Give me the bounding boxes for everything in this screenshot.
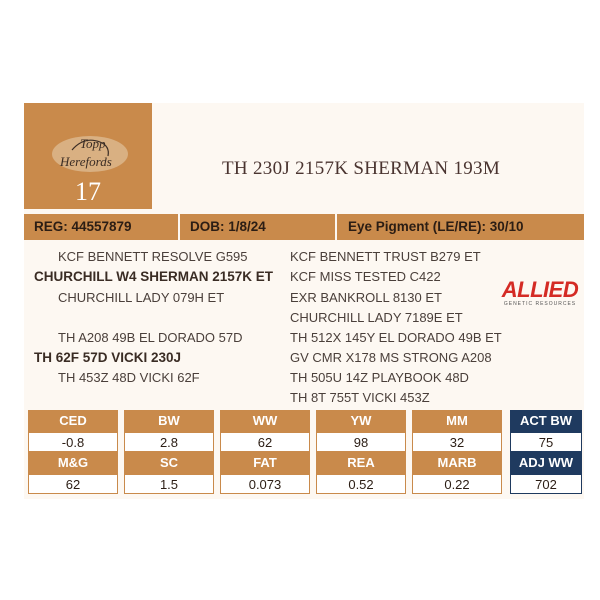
pedigree-sire-dam-dam: CHURCHILL LADY 7189E ET [290,310,463,325]
divider [178,214,180,240]
allied-genetic-resources-logo: ALLIED GENETIC RESOURCES [501,277,579,307]
epd-value: 98 [316,432,406,452]
pedigree-sire-dam-sire: EXR BANKROLL 8130 ET [290,290,442,305]
pedigree-dam-sire-sire: TH 512X 145Y EL DORADO 49B ET [290,330,502,345]
pedigree-sire-sire: KCF BENNETT RESOLVE G595 [58,249,248,264]
pedigree-sire-sire-sire: KCF BENNETT TRUST B279 ET [290,249,481,264]
epd-value: 0.073 [220,474,310,494]
epd-header: MM [412,410,502,432]
pedigree-sire-dam: CHURCHILL LADY 079H ET [58,290,225,305]
epd-header: CED [28,410,118,432]
adj-ww-value: 702 [510,474,582,494]
epd-header: MARB [412,452,502,474]
epd-header: SC [124,452,214,474]
epd-value: 0.22 [412,474,502,494]
pedigree-dam-sire: TH A208 49B EL DORADO 57D [58,330,243,345]
divider [335,214,337,240]
epd-value: 2.8 [124,432,214,452]
pedigree-dam-dam-dam: TH 8T 755T VICKI 453Z [290,390,430,405]
adj-ww-header: ADJ WW [510,452,582,474]
pedigree-dam-dam: TH 453Z 48D VICKI 62F [58,370,200,385]
epd-header: YW [316,410,406,432]
svg-text:Herefords: Herefords [60,154,112,169]
pedigree-sire-sire-dam: KCF MISS TESTED C422 [290,269,441,284]
epd-value: 0.52 [316,474,406,494]
info-bar [24,214,584,240]
epd-header: BW [124,410,214,432]
act-bw-value: 75 [510,432,582,452]
pedigree-dam-sire-dam: GV CMR X178 MS STRONG A208 [290,350,492,365]
epd-header: WW [220,410,310,432]
epd-header: REA [316,452,406,474]
act-bw-header: ACT BW [510,410,582,432]
epd-value: 1.5 [124,474,214,494]
eye-pigment: Eye Pigment (LE/RE): 30/10 [348,219,524,234]
epd-value: 62 [220,432,310,452]
epd-value: -0.8 [28,432,118,452]
epd-value: 62 [28,474,118,494]
registration-number: REG: 44557879 [34,219,132,234]
topp-herefords-logo [50,130,130,176]
pedigree-dam-dam-sire: TH 505U 14Z PLAYBOOK 48D [290,370,469,385]
epd-value: 32 [412,432,502,452]
animal-name: TH 230J 2157K SHERMAN 193M [222,158,501,179]
epd-header: M&G [28,452,118,474]
svg-text:Topp: Topp [80,136,106,151]
lot-number: 17 [75,177,101,206]
pedigree-dam: TH 62F 57D VICKI 230J [34,350,182,365]
date-of-birth: DOB: 1/8/24 [190,219,266,234]
pedigree-sire: CHURCHILL W4 SHERMAN 2157K ET [34,269,274,284]
epd-header: FAT [220,452,310,474]
